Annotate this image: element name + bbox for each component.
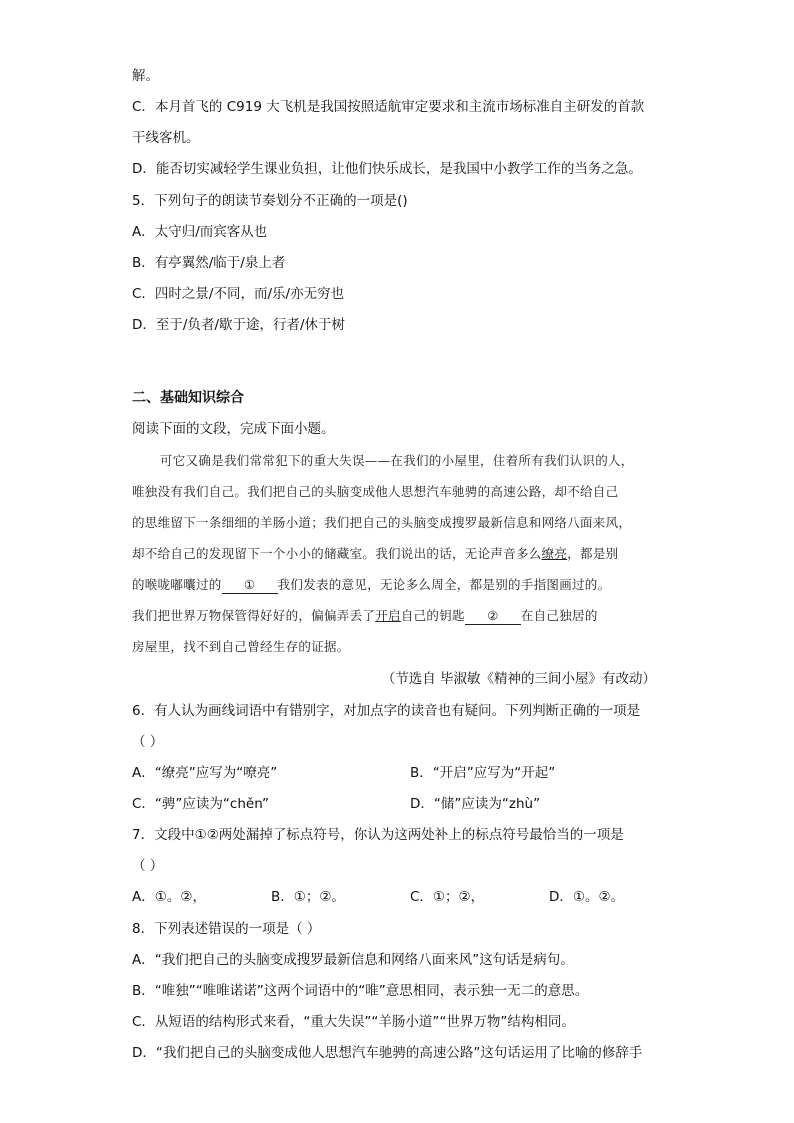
option-c-prev: C．本月首飞的 C919 大飞机是我国按照适航审定要求和主流市场标准自主研发的首款 xyxy=(132,99,645,115)
question-7-option-a: A．①。②， xyxy=(132,889,206,905)
passage-line xyxy=(132,544,618,564)
question-7-option-b: B．①；②。 xyxy=(271,889,345,905)
question-5-stem: 5．下列句子的朗读节奏划分不正确的一项是() xyxy=(132,193,408,209)
passage-line xyxy=(132,606,598,626)
passage-text: 却不给自己的发现留下一个小小的储藏室。我们说出的话，无论声音多么 xyxy=(132,546,542,561)
question-6-option-a: A．“缭亮”应写为“嘹亮” xyxy=(132,765,278,781)
passage-text: ，都是别 xyxy=(567,546,619,561)
passage-line: 可它又确是我们常常犯下的重大失误——在我们的小屋里，住着所有我们认识的人， xyxy=(160,453,634,468)
option-d-prev: D．能否切实减轻学生课业负担，让他们快乐成长，是我国中小教学工作的当务之急。 xyxy=(132,161,642,177)
question-5-option-b: B．有亭翼然/临于/泉上者 xyxy=(132,255,286,271)
question-6-option-b: B．“开启”应写为“开起” xyxy=(410,765,556,781)
section-heading: 二、基础知识综合 xyxy=(132,390,244,406)
passage-text: 的喉咙嘟囔过的 xyxy=(132,577,222,592)
text-line: 干线客机。 xyxy=(132,130,200,146)
passage-text: 在自己独居的 xyxy=(520,608,598,623)
question-7-option-d: D．①。②。 xyxy=(549,889,625,905)
question-6-option-c: C．“骋”应读为“chěn” xyxy=(132,796,270,812)
passage-line xyxy=(132,575,610,595)
question-5-option-a: A．太守归/而宾客从也 xyxy=(132,224,268,240)
question-8-option-c: C．从短语的结构形式来看，“重大失误”“羊肠小道”“世界万物”结构相同。 xyxy=(132,1014,575,1030)
passage-text: 我们发表的意见，无论多么周全，都是别的手指图画过的。 xyxy=(277,577,611,592)
question-6-option-d: D．“储”应读为“zhù” xyxy=(410,796,541,812)
question-7-option-c: C．①；②， xyxy=(410,889,485,905)
underlined-word: 开启 xyxy=(375,608,401,623)
blank-1: ① xyxy=(222,577,278,594)
passage-text: 我们把世界万物保管得好好的，偏偏弄丢了 xyxy=(132,608,376,623)
question-8-option-a: A．“我们把自己的头脑变成搜罗最新信息和网络八面来风”这句话是病句。 xyxy=(132,952,574,968)
underlined-word: 缭亮 xyxy=(541,546,568,561)
question-8-option-d: D．“我们把自己的头脑变成他人思想汽车驰骋的高速公路”这句话运用了比喻的修辞手 xyxy=(132,1045,643,1061)
question-5-option-d: D．至于/负者/歇于途，行者/休于树 xyxy=(132,317,346,333)
question-6-stem: 6．有人认为画线词语中有错别字，对加点字的读音也有疑问。下列判断正确的一项是 xyxy=(132,703,641,719)
question-5-option-c: C．四时之景/不同，而/乐/亦无穷也 xyxy=(132,286,345,302)
passage-source: （节选自 毕淑敏《精神的三间小屋》有改动） xyxy=(381,671,656,687)
question-8-stem: 8．下列表述错误的一项是（ ） xyxy=(132,921,321,937)
text-line: 解。 xyxy=(132,68,159,84)
passage-line: 的思维留下一条细细的羊肠小道；我们把自己的头脑变成搜罗最新信息和网络八面来风， xyxy=(132,515,632,530)
question-7-stem: 7．文段中①②两处漏掉了标点符号，你认为这两处补上的标点符号最恰当的一项是 xyxy=(132,827,624,843)
blank-2: ② xyxy=(465,608,521,625)
passage-line: 唯独没有我们自己。我们把自己的头脑变成他人思想汽车驰骋的高速公路，却不给自己 xyxy=(132,484,619,499)
passage-line: 房屋里，找不到自己曾经生存的证据。 xyxy=(132,639,350,654)
question-8-option-b: B．“唯独”“唯唯诺诺”这两个词语中的“唯”意思相同，表示独一无二的意思。 xyxy=(132,983,589,999)
question-6-paren: （ ） xyxy=(132,734,164,750)
section-intro: 阅读下面的文段，完成下面小题。 xyxy=(132,421,335,437)
question-7-paren: （ ） xyxy=(132,858,164,874)
passage-text: 自己的钥匙 xyxy=(400,608,465,623)
